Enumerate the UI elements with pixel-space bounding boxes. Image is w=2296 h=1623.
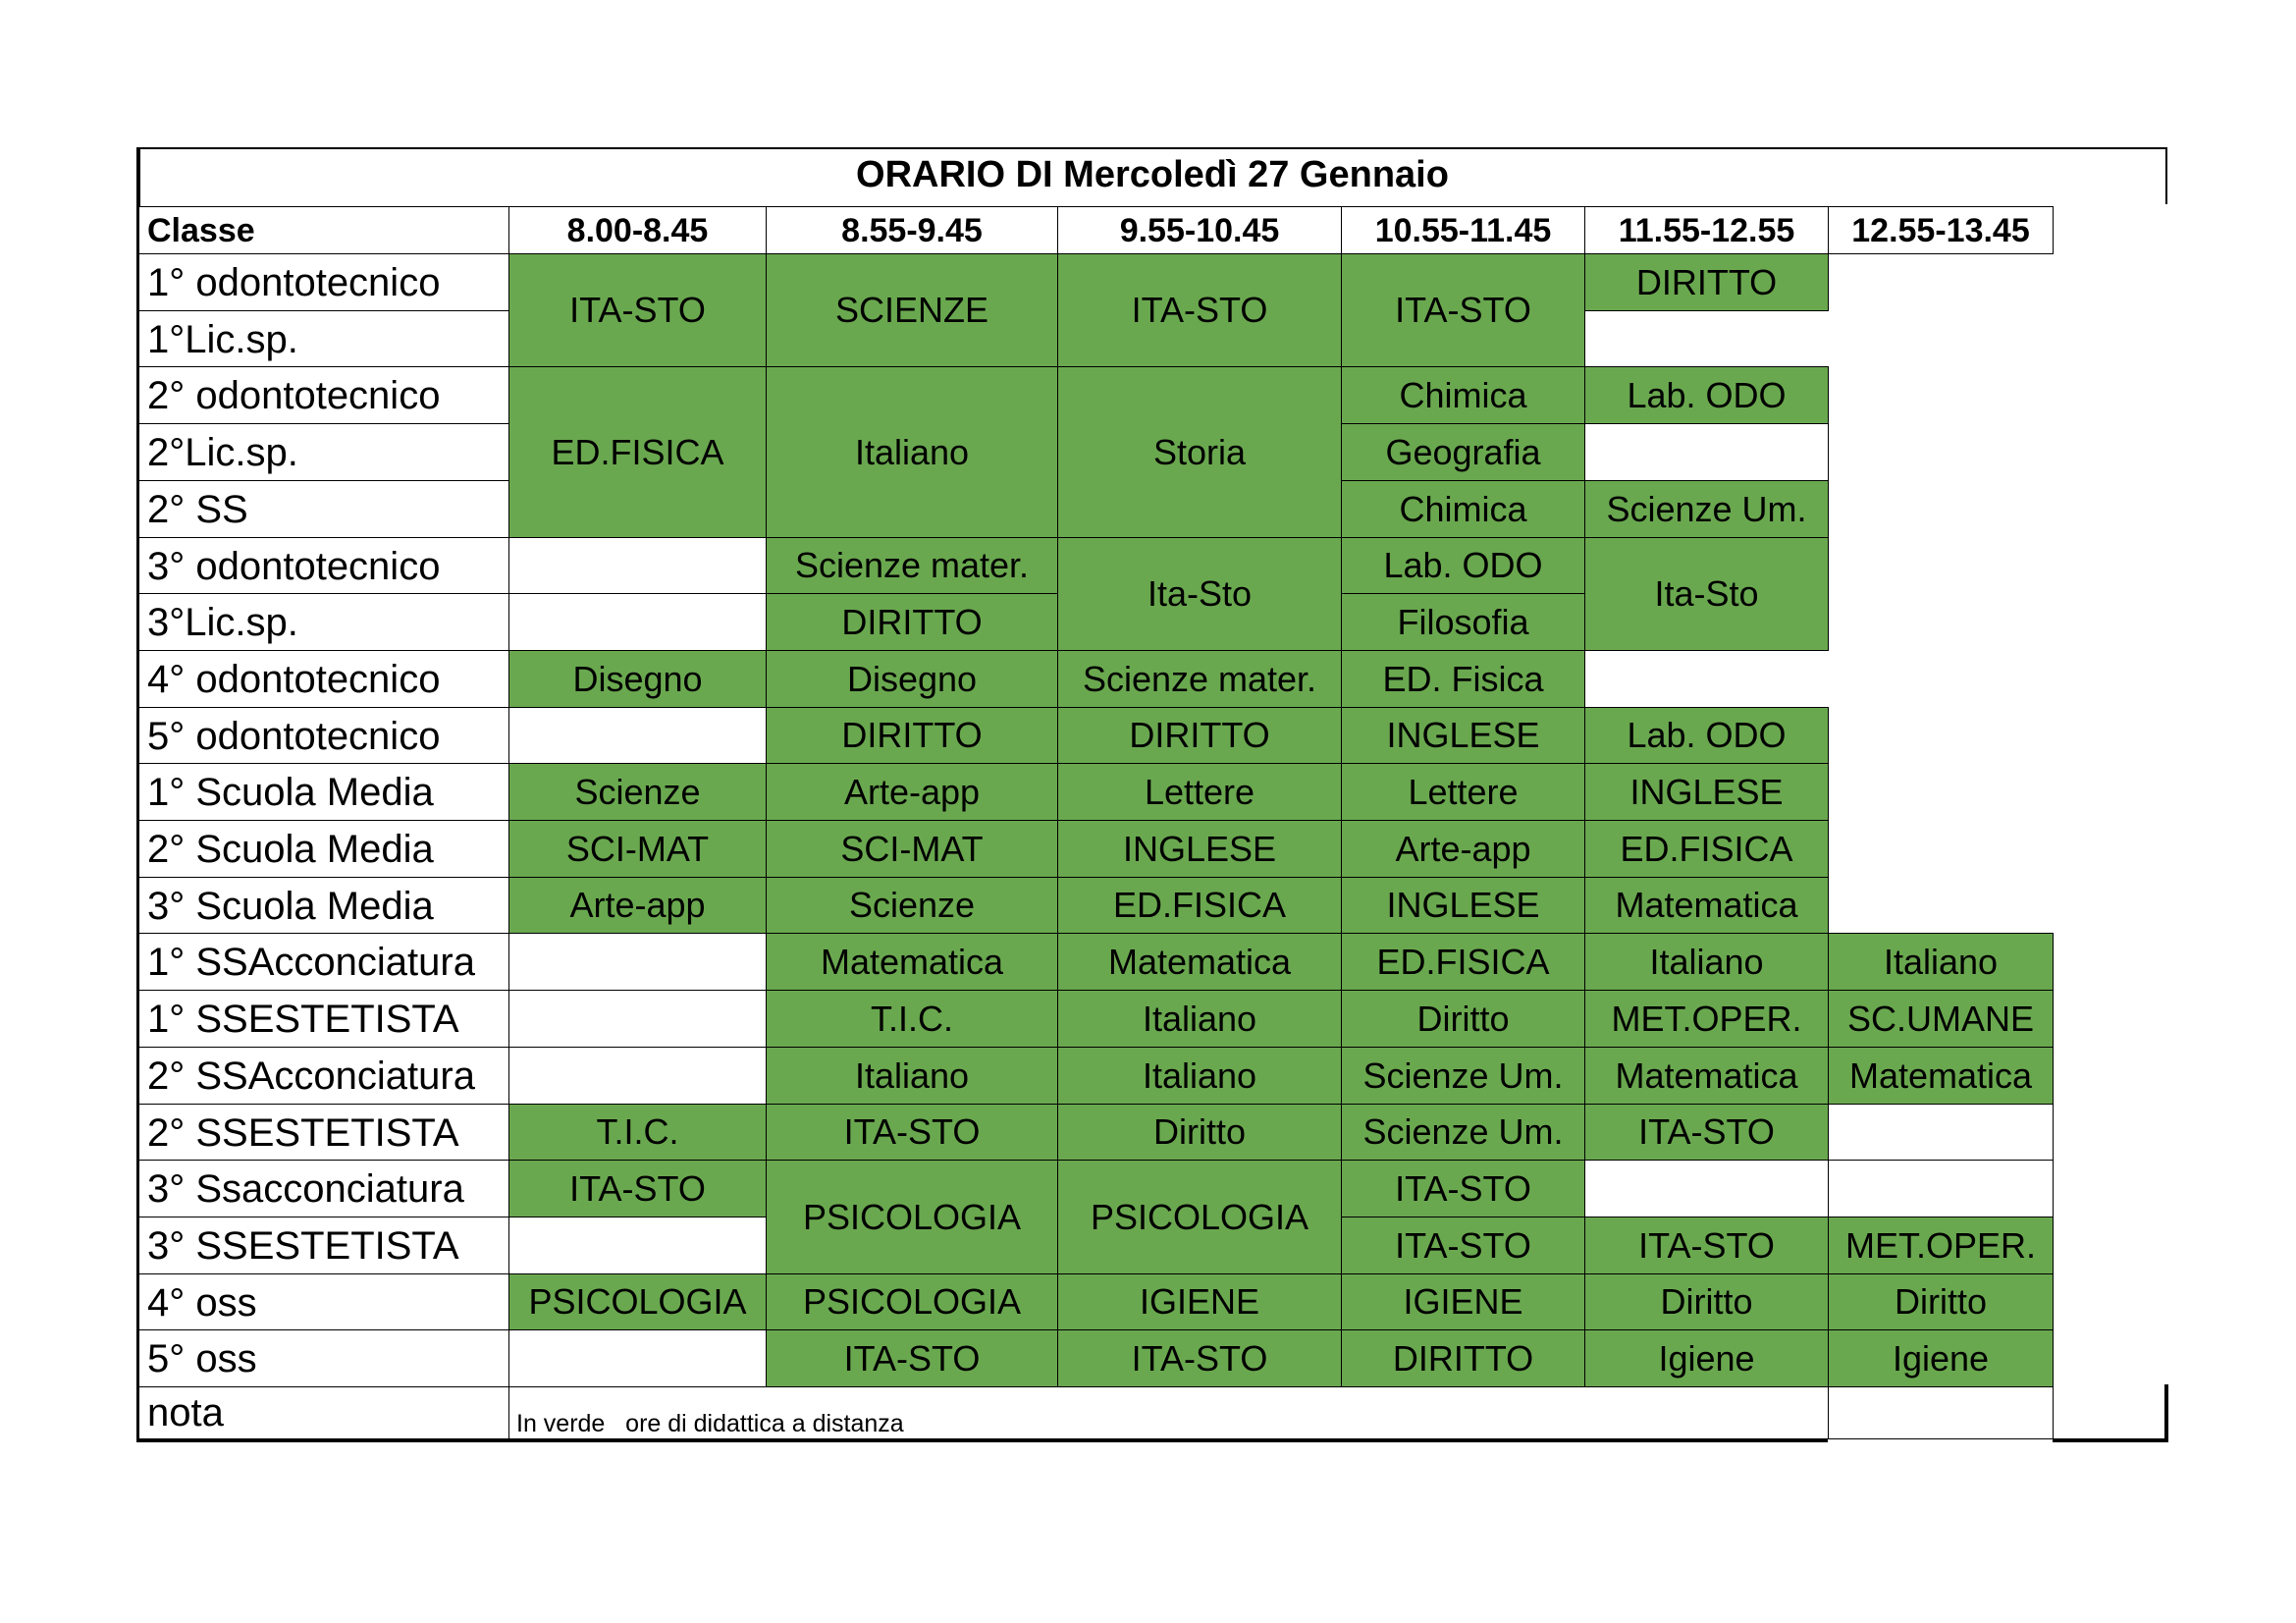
lesson-cell: ITA-STO bbox=[1341, 1160, 1585, 1217]
page-title: ORARIO DI Mercoledì 27 Gennaio bbox=[856, 153, 1449, 195]
table-bottom-border-right bbox=[2053, 1438, 2167, 1442]
header-time-slot: 8.55-9.45 bbox=[766, 206, 1058, 254]
lesson-cell: Diritto bbox=[1828, 1273, 2054, 1330]
lesson-cell: Chimica bbox=[1341, 480, 1585, 538]
lesson-cell: Matematica bbox=[1057, 933, 1342, 991]
lesson-cell: Lab. ODO bbox=[1341, 537, 1585, 594]
lesson-cell: Scienze Um. bbox=[1584, 480, 1829, 538]
lesson-cell: Lab. ODO bbox=[1584, 707, 1829, 764]
empty-cell bbox=[508, 707, 767, 764]
lesson-cell: PSICOLOGIA bbox=[1057, 1160, 1342, 1274]
note-text: In verde ore di didattica a distanza bbox=[516, 1410, 904, 1437]
lesson-cell: PSICOLOGIA bbox=[766, 1273, 1058, 1330]
lesson-cell: T.I.C. bbox=[508, 1104, 767, 1161]
lesson-cell: Italiano bbox=[1584, 933, 1829, 991]
lesson-cell: INGLESE bbox=[1341, 707, 1585, 764]
row-label: 2°Lic.sp. bbox=[138, 423, 509, 481]
row-label: 3° Scuola Media bbox=[138, 877, 509, 935]
lesson-cell: Scienze bbox=[766, 877, 1058, 934]
header-time-slot: 9.55-10.45 bbox=[1057, 206, 1342, 254]
lesson-cell: DIRITTO bbox=[766, 707, 1058, 764]
header-time-slot: 10.55-11.45 bbox=[1341, 206, 1585, 254]
empty-cell bbox=[508, 1047, 767, 1105]
lesson-cell: ITA-STO bbox=[1341, 1217, 1585, 1274]
empty-cell bbox=[1828, 1160, 2054, 1217]
lesson-cell: DIRITTO bbox=[1341, 1329, 1585, 1387]
lesson-cell: IGIENE bbox=[1341, 1273, 1585, 1330]
lesson-cell: Arte-app bbox=[766, 763, 1058, 821]
lesson-cell: ITA-STO bbox=[766, 1329, 1058, 1387]
lesson-cell: Italiano bbox=[766, 1047, 1058, 1105]
lesson-cell: Disegno bbox=[766, 650, 1058, 708]
lesson-cell: SCI-MAT bbox=[766, 820, 1058, 878]
lesson-cell: Diritto bbox=[1341, 990, 1585, 1048]
lesson-cell: MET.OPER. bbox=[1828, 1217, 2054, 1274]
empty-cell bbox=[508, 537, 767, 594]
lesson-cell: ED.FISICA bbox=[1341, 933, 1585, 991]
empty-cell bbox=[508, 593, 767, 651]
lesson-cell: ITA-STO bbox=[508, 1160, 767, 1217]
lesson-cell: INGLESE bbox=[1057, 820, 1342, 878]
lesson-cell: ITA-STO bbox=[1057, 253, 1342, 367]
lesson-cell: Italiano bbox=[1057, 1047, 1342, 1105]
lesson-cell: Scienze Um. bbox=[1341, 1104, 1585, 1161]
lesson-cell: Lettere bbox=[1057, 763, 1342, 821]
row-label: 2° SSESTETISTA bbox=[138, 1104, 509, 1162]
lesson-cell: Diritto bbox=[1057, 1104, 1342, 1161]
note-label: nota bbox=[138, 1386, 509, 1439]
row-label: 1° SSAcconciatura bbox=[138, 933, 509, 991]
lesson-cell: Matematica bbox=[1584, 1047, 1829, 1105]
row-label: 5° oss bbox=[138, 1329, 509, 1387]
lesson-cell: SCI-MAT bbox=[508, 820, 767, 878]
lesson-cell: Matematica bbox=[1828, 1047, 2054, 1105]
lesson-cell: Chimica bbox=[1341, 366, 1585, 424]
lesson-cell: Ita-Sto bbox=[1584, 537, 1829, 651]
row-label: 2° SSAcconciatura bbox=[138, 1047, 509, 1105]
lesson-cell: Scienze mater. bbox=[1057, 650, 1342, 708]
lesson-cell: SCIENZE bbox=[766, 253, 1058, 367]
lesson-cell: Diritto bbox=[1584, 1273, 1829, 1330]
lesson-cell: ED. Fisica bbox=[1341, 650, 1585, 708]
lesson-cell: PSICOLOGIA bbox=[508, 1273, 767, 1330]
lesson-cell: Scienze mater. bbox=[766, 537, 1058, 594]
lesson-cell: ITA-STO bbox=[766, 1104, 1058, 1161]
lesson-cell: Ita-Sto bbox=[1057, 537, 1342, 651]
lesson-cell: ITA-STO bbox=[1057, 1329, 1342, 1387]
lesson-cell: ED.FISICA bbox=[1584, 820, 1829, 878]
row-label: 2° odontotecnico bbox=[138, 366, 509, 424]
row-label: 3° SSESTETISTA bbox=[138, 1217, 509, 1274]
lesson-cell: DIRITTO bbox=[1057, 707, 1342, 764]
empty-cell bbox=[508, 990, 767, 1048]
lesson-cell: ITA-STO bbox=[508, 253, 767, 367]
header-classe: Classe bbox=[138, 206, 509, 254]
row-label: 3° Ssacconciatura bbox=[138, 1160, 509, 1217]
row-label: 1° SSESTETISTA bbox=[138, 990, 509, 1048]
lesson-cell: ITA-STO bbox=[1584, 1217, 1829, 1274]
lesson-cell: PSICOLOGIA bbox=[766, 1160, 1058, 1274]
table-right-border-tail bbox=[2164, 1384, 2168, 1442]
lesson-cell: Storia bbox=[1057, 366, 1342, 538]
empty-cell bbox=[508, 933, 767, 991]
empty-cell bbox=[1584, 1160, 1829, 1217]
row-label: 3°Lic.sp. bbox=[138, 593, 509, 651]
row-label: 1° odontotecnico bbox=[138, 253, 509, 311]
lesson-cell: Igiene bbox=[1828, 1329, 2054, 1387]
empty-cell bbox=[1584, 423, 1829, 481]
lesson-cell: Lettere bbox=[1341, 763, 1585, 821]
lesson-cell: Scienze bbox=[508, 763, 767, 821]
lesson-cell: IGIENE bbox=[1057, 1273, 1342, 1330]
row-label: 1°Lic.sp. bbox=[138, 310, 509, 368]
lesson-cell: Scienze Um. bbox=[1341, 1047, 1585, 1105]
lesson-cell: ITA-STO bbox=[1584, 1104, 1829, 1161]
row-label: 1° Scuola Media bbox=[138, 763, 509, 821]
lesson-cell: T.I.C. bbox=[766, 990, 1058, 1048]
row-label: 5° odontotecnico bbox=[138, 707, 509, 765]
empty-cell bbox=[508, 1217, 767, 1274]
row-label: 3° odontotecnico bbox=[138, 537, 509, 595]
row-label: 2° SS bbox=[138, 480, 509, 538]
lesson-cell: Geografia bbox=[1341, 423, 1585, 481]
lesson-cell: SC.UMANE bbox=[1828, 990, 2054, 1048]
lesson-cell: Lab. ODO bbox=[1584, 366, 1829, 424]
row-label: 2° Scuola Media bbox=[138, 820, 509, 878]
lesson-cell: ED.FISICA bbox=[1057, 877, 1342, 934]
lesson-cell: INGLESE bbox=[1341, 877, 1585, 934]
empty-cell bbox=[508, 1329, 767, 1387]
lesson-cell: Italiano bbox=[1057, 990, 1342, 1048]
row-label: 4° oss bbox=[138, 1273, 509, 1331]
header-time-slot: 8.00-8.45 bbox=[508, 206, 767, 254]
lesson-cell: DIRITTO bbox=[766, 593, 1058, 651]
lesson-cell: Arte-app bbox=[508, 877, 767, 934]
empty-cell bbox=[1828, 1104, 2054, 1161]
lesson-cell: MET.OPER. bbox=[1584, 990, 1829, 1048]
row-label: 4° odontotecnico bbox=[138, 650, 509, 708]
lesson-cell: Igiene bbox=[1584, 1329, 1829, 1387]
lesson-cell: Filosofia bbox=[1341, 593, 1585, 651]
lesson-cell: Matematica bbox=[1584, 877, 1829, 934]
lesson-cell: Italiano bbox=[766, 366, 1058, 538]
note-empty-cell bbox=[1828, 1386, 2054, 1439]
lesson-cell: DIRITTO bbox=[1584, 253, 1829, 311]
header-time-slot: 12.55-13.45 bbox=[1828, 206, 2054, 254]
lesson-cell: Italiano bbox=[1828, 933, 2054, 991]
header-time-slot: 11.55-12.55 bbox=[1584, 206, 1829, 254]
lesson-cell: Matematica bbox=[766, 933, 1058, 991]
lesson-cell: INGLESE bbox=[1584, 763, 1829, 821]
lesson-cell: ED.FISICA bbox=[508, 366, 767, 538]
lesson-cell: ITA-STO bbox=[1341, 253, 1585, 367]
lesson-cell: Arte-app bbox=[1341, 820, 1585, 878]
lesson-cell: Disegno bbox=[508, 650, 767, 708]
